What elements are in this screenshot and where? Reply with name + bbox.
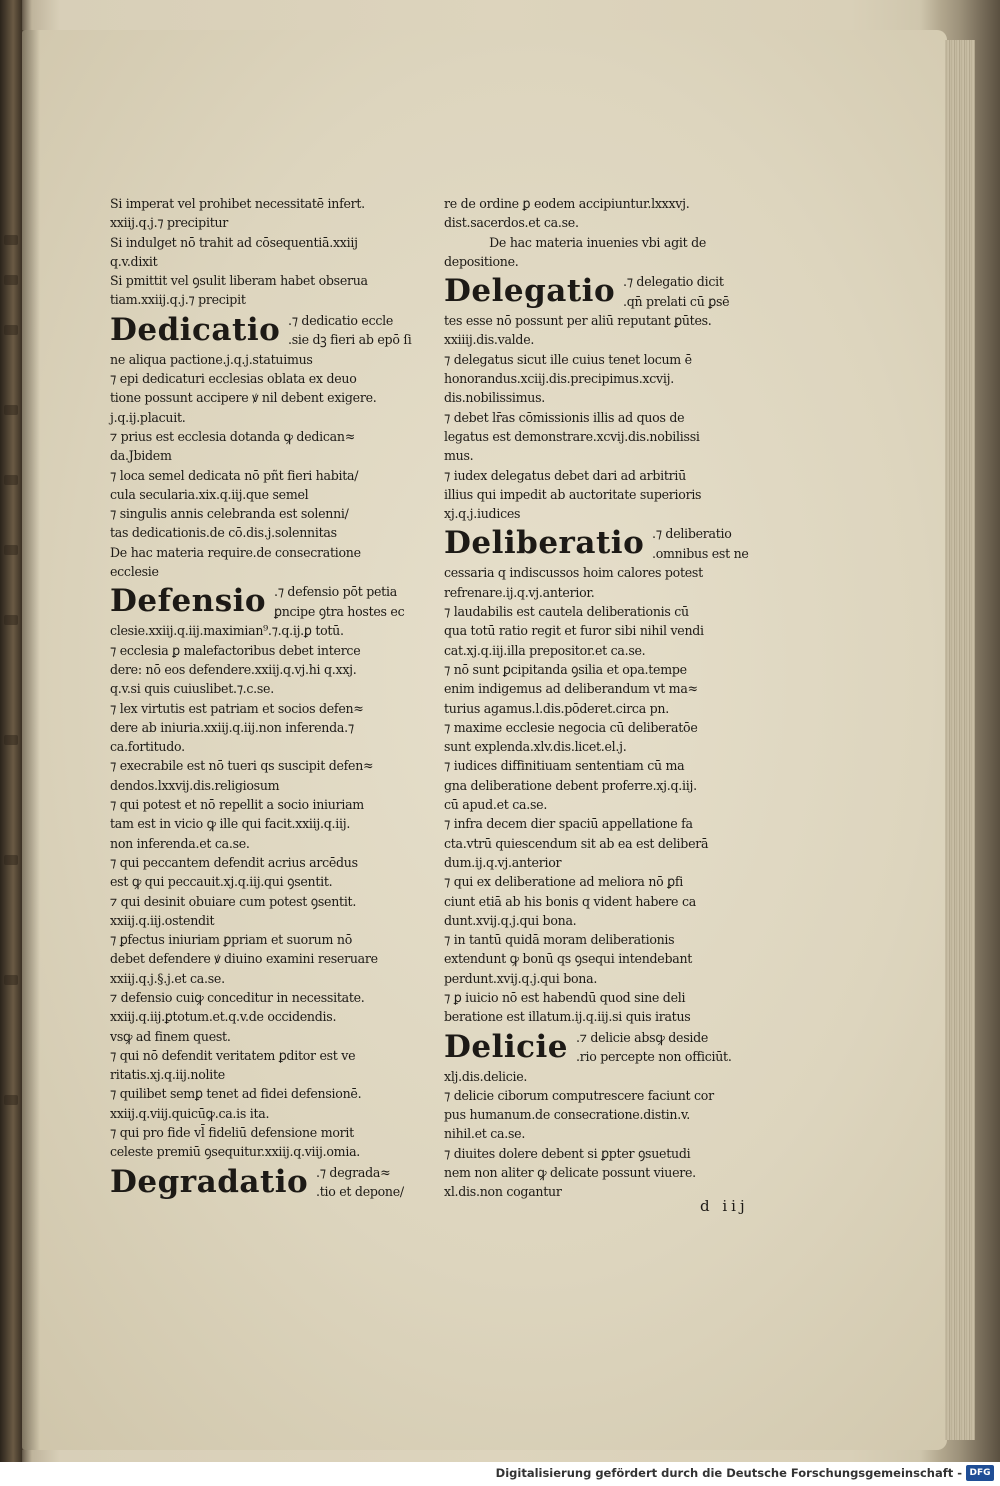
- text-line: non inferenda.et ca.se.: [110, 836, 250, 852]
- text-line: De hac materia require.de consecratione: [110, 545, 361, 561]
- text-line: vsꝙ ad finem quest.: [110, 1029, 231, 1045]
- heading-word: Dedicatio: [110, 311, 281, 348]
- text-line: Si imperat vel prohibet necessitatē infert.: [110, 197, 365, 212]
- text-line: ⁊ epi dedicaturi ecclesias oblata ex deuo: [110, 372, 357, 388]
- text-line: q.v.dixit: [110, 254, 158, 270]
- text-line: honorandus.xciij.dis.precipimus.xcvij.: [444, 372, 674, 388]
- text-line: Si indulget nō trahit ad cōsequentiā.xxiij: [110, 235, 358, 251]
- text-line: .⁊ delegatio dicit: [623, 275, 724, 291]
- text-line: ⁊ ꝑ iuicio nō est habendū quod sine deli: [444, 990, 686, 1006]
- text-line: dis.nobilissimus.: [444, 391, 546, 407]
- heading-word: Deliberatio: [444, 525, 645, 562]
- text-line: ⁊ debet lr̄as cōmissionis illis ad quos de: [444, 410, 685, 426]
- text-line: nihil.et ca.se.: [444, 1127, 526, 1143]
- text-line: ⁊ qui pro fide vl̄ fideliū defensione morit: [110, 1126, 354, 1142]
- text-line: j.q.ij.placuit.: [110, 410, 186, 426]
- text-line: enim indigemus ad deliberandum vt ma≈: [444, 682, 698, 698]
- text-line: Si pmittit vel ꝯsulit liberam habet obserua: [110, 274, 368, 290]
- text-line: qua totū ratio regit et furor sibi nihil vendi: [444, 624, 704, 640]
- text-line: clesie.xxiij.q.iij.maximian⁹.⁊.q.ij.ꝑ totū.: [110, 624, 344, 640]
- text-line: cessaria q indiscussos hoim calores potest: [444, 566, 703, 582]
- entry-heading-defensio: [110, 583, 430, 622]
- left-margin-fragments: [2, 215, 24, 1185]
- text-line: cū apud.et ca.se.: [444, 798, 548, 814]
- text-line: ⁊ qui desinit obuiare cum potest ꝯsentit.: [110, 894, 357, 910]
- text-line: .⁊ degrada≈: [316, 1165, 391, 1181]
- text-line: pus humanum.de consecratione.distin.v.: [444, 1108, 691, 1124]
- right-column: [444, 195, 764, 1203]
- funding-notice: Digitalisierung gefördert durch die Deutsche Forschungsgemeinschaft -: [495, 1466, 962, 1480]
- text-line: ⁊ diuites dolere debent si ꝑpter ꝯsuetudi: [444, 1146, 691, 1162]
- text-line: debet defendere ꝟ diuino examini reseruare: [110, 952, 378, 968]
- text-line: xxiij.q.viij.quicūꝙ.ca.is ita.: [110, 1106, 270, 1122]
- text-line: tiam.xxiij.q.j.⁊ precipit: [110, 293, 246, 309]
- text-line: ⁊ prius est ecclesia dotanda ꝙ dedican≈: [110, 429, 355, 445]
- text-line: refrenare.ij.q.vj.anterior.: [444, 585, 595, 601]
- dfg-logo-icon: DFG: [966, 1465, 994, 1481]
- text-line: ⁊ defensio cuiꝙ conceditur in necessitate.: [110, 990, 365, 1006]
- text-line: extendunt ꝙ bonū qs ꝯsequi intendebant: [444, 952, 693, 968]
- footer-bar: [0, 1462, 1000, 1486]
- text-line: ⁊ infra decem dier spaciū appellatione fa: [444, 817, 693, 833]
- text-line: .qn̄ prelati cū ꝑsē: [623, 294, 730, 310]
- page-edges: [945, 40, 975, 1440]
- text-line: est ꝙ qui peccauit.xj.q.iij.qui ꝯsentit.: [110, 875, 333, 891]
- text-line: ⁊ maxime ecclesie negocia cū deliberatōe: [444, 720, 698, 736]
- text-line: .sie dꝫ fieri ab epō ſi: [288, 333, 412, 349]
- text-line: ⁊ delicie ciborum computrescere faciunt cor: [444, 1088, 714, 1104]
- text-line: da.Jbidem: [110, 449, 172, 465]
- entry-heading-delicie: [444, 1029, 764, 1068]
- text-line: .rio percepte non officiūt.: [576, 1050, 732, 1066]
- text-line: tione possunt accipere ꝟ nil debent exigere.: [110, 391, 377, 407]
- text-line: xl.dis.non cogantur: [444, 1185, 562, 1201]
- text-line: ritatis.xj.q.iij.nolite: [110, 1068, 225, 1084]
- text-line: ⁊ iudex delegatus debet dari ad arbitriū: [444, 468, 686, 484]
- text-line: ca.fortitudo.: [110, 740, 185, 756]
- text-line: cat.xj.q.iij.illa prepositor.et ca.se.: [444, 643, 646, 659]
- text-line: dendos.lxxvij.dis.religiosum: [110, 778, 280, 794]
- heading-word: Delicie: [444, 1028, 569, 1065]
- text-line: ⁊ ecclesia ꝑ malefactoribus debet interce: [110, 643, 361, 659]
- text-line: tes esse nō possunt per aliū reputant ꝑūtes.: [444, 314, 712, 330]
- text-line: dunt.xvij.q.j.qui bona.: [444, 913, 577, 929]
- text-line: re de ordine ꝑ eodem accipiuntur.lxxxvj.: [444, 197, 690, 212]
- text-line: beratione est illatum.ij.q.iij.si quis iratus: [444, 1010, 691, 1026]
- text-line: tas dedicationis.de cō.dis.j.solennitas: [110, 526, 337, 542]
- text-line: ⁊ qui ex deliberatione ad meliora nō ꝑfi: [444, 875, 683, 891]
- text-line: gna deliberatione debent proferre.xj.q.iij.: [444, 778, 697, 794]
- text-line: ne aliqua pactione.j.q.j.statuimus: [110, 352, 313, 368]
- text-line: xlj.dis.delicie.: [444, 1069, 528, 1085]
- text-line: cta.vtrū quiescendum sit ab ea est deliberā: [444, 836, 709, 852]
- text-line: xxiij.q.j.§.j.et ca.se.: [110, 971, 225, 987]
- left-column: [110, 195, 430, 1203]
- text-line: ⁊ loca semel dedicata nō pñt fieri habita/: [110, 468, 359, 484]
- text-line: dere: nō eos defendere.xxiij.q.vj.hi q.xxj.: [110, 662, 357, 678]
- signature-mark: d iij: [700, 1197, 749, 1215]
- text-line: xxiij.q.iij.ꝑtotum.et.q.v.de occidendis.: [110, 1010, 337, 1026]
- text-line: mus.: [444, 449, 474, 465]
- text-line: xxiiij.dis.valde.: [444, 333, 535, 349]
- text-line: q.v.si quis cuiuslibet.⁊.c.se.: [110, 682, 274, 698]
- text-line: ecclesie: [110, 565, 159, 581]
- text-line: ⁊ execrabile est nō tueri qs suscipit defen≈: [110, 759, 374, 775]
- text-line: ⁊ quilibet semꝑ tenet ad fidei defensionē.: [110, 1087, 362, 1103]
- text-line: dere ab iniuria.xxiij.q.iij.non inferenda.⁊: [110, 720, 354, 736]
- text-line: dum.ij.q.vj.anterior: [444, 855, 562, 871]
- text-line: ciunt etiā ab his bonis q vident habere ca: [444, 894, 696, 910]
- text-line: .⁊ deliberatio: [652, 527, 732, 543]
- text-line: .⁊ defensio pōt petia: [274, 585, 398, 601]
- text-line: depositione.: [444, 254, 519, 270]
- heading-word: Degradatio: [110, 1163, 309, 1200]
- entry-heading-deliberatio: [444, 525, 764, 564]
- text-line: turius agamus.l.dis.pōderet.circa pn.: [444, 701, 669, 717]
- heading-word: Defensio: [110, 583, 267, 620]
- text-line: perdunt.xvij.q.j.qui bona.: [444, 971, 598, 987]
- text-line: .⁊ delicie absꝙ deside: [576, 1030, 709, 1046]
- text-line: xxiij.q.iij.ostendit: [110, 913, 215, 929]
- text-line: ꝑncipe ꝯtra hostes ec: [274, 604, 405, 620]
- text-line: xxiij.q.j.⁊ precipitur: [110, 216, 229, 232]
- entry-heading-degradatio: [110, 1164, 430, 1203]
- text-line: De hac materia inuenies vbi agit de: [489, 235, 707, 251]
- text-line: tam est in vicio ꝙ ille qui facit.xxiij.q.iij.: [110, 817, 351, 833]
- text-line: .omnibus est ne: [652, 546, 749, 562]
- text-line: ⁊ qui nō defendit veritatem ꝑditor est ve: [110, 1048, 356, 1064]
- text-line: nem non aliter ꝙ delicate possunt viuere.: [444, 1166, 696, 1182]
- text-line: ⁊ laudabilis est cautela deliberationis cū: [444, 605, 689, 621]
- text-line: .tio et depone/: [316, 1185, 405, 1201]
- text-line: celeste premiū ꝯsequitur.xxiij.q.viij.omia.: [110, 1145, 361, 1161]
- text-line: ⁊ lex virtutis est patriam et socios defen≈: [110, 701, 364, 717]
- text-line: sunt explenda.xlv.dis.licet.el.j.: [444, 740, 627, 756]
- text-line: illius qui impedit ab auctoritate superioris: [444, 487, 702, 503]
- text-line: .⁊ dedicatio eccle: [288, 313, 394, 329]
- entry-heading-dedicatio: [110, 312, 430, 351]
- entry-heading-delegatio: [444, 273, 764, 312]
- text-line: dist.sacerdos.et ca.se.: [444, 216, 579, 232]
- text-line: ⁊ qui peccantem defendit acrius arcēdus: [110, 855, 358, 871]
- heading-word: Delegatio: [444, 273, 616, 310]
- text-line: cula secularia.xix.q.iij.que semel: [110, 487, 309, 503]
- text-line: ⁊ in tantū quidā moram deliberationis: [444, 933, 675, 949]
- text-line: ⁊ singulis annis celebranda est solenni/: [110, 507, 349, 523]
- spine-shadow: [22, 30, 40, 1450]
- text-line: xj.q.j.iudices: [444, 507, 521, 523]
- text-line: ⁊ nō sunt ꝑcipitanda ꝯsilia et opa.tempe: [444, 662, 687, 678]
- text-line: legatus est demonstrare.xcvij.dis.nobilissi: [444, 429, 700, 445]
- text-line: ⁊ iudices diffinitiuam sententiam cū ma: [444, 759, 685, 775]
- text-line: ⁊ qui potest et nō repellit a socio iniuriam: [110, 798, 364, 814]
- text-line: ⁊ ꝑfectus iniuriam ꝑpriam et suorum nō: [110, 933, 353, 949]
- text-line: ⁊ delegatus sicut ille cuius tenet locum ē: [444, 352, 692, 368]
